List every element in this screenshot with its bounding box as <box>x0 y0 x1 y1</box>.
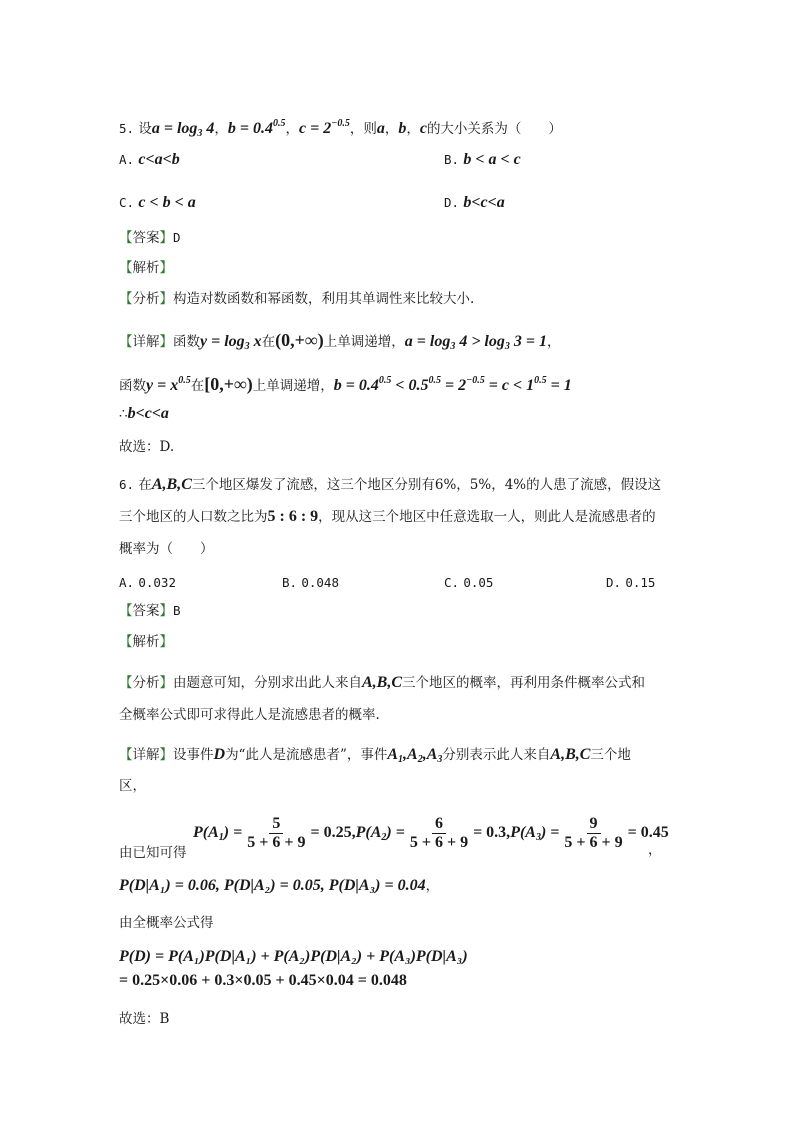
q5-b-def: $b = 0.4^{0.5}$ <box>227 118 286 137</box>
q5-detail-line2: 函数$y = x^{0.5}$在[0,+∞)上单调递增，$b = 0.4^{0.5} < 0.5^{0.5} = 2^{-0.5} = c < 1^{0.5} = 1$ <box>119 374 572 394</box>
q5-detail-line1: 【详解】函数$y = \log_3 x$在(0,+∞)上单调递增，$a = \log_3 4 > \log_3 3 = 1$， <box>119 330 561 352</box>
q5-choose: 故选：D. <box>119 439 175 455</box>
q6-cond-line: P(D|A₁) = 0.06, P(D|A₂) = 0.05, P(D|A₃) = 0.04， <box>119 877 440 894</box>
q6-stem-line2: 三个地区的人口数之比为5 : 6 : 9，现从这三个地区中任意选取一人，则此人是流感患者的 <box>119 508 656 525</box>
q6-choose: 故选：B <box>119 1011 170 1027</box>
q6-prob-end: ， <box>648 842 662 858</box>
q5-option-c[interactable]: C. c < b < a <box>119 194 196 211</box>
q6-known-label: 由已知可得 <box>119 845 187 861</box>
q6-detail-line1: 【详解】设事件D为“此人是流感患者”，事件$A_1,A_2,A_3$分别表示此人来自A,B,C三个地 <box>119 746 631 765</box>
q5-therefore: ∴b<c<a <box>119 405 169 422</box>
q6-total-line2: = 0.25×0.06 + 0.3×0.05 + 0.45×0.04 = 0.048 <box>119 972 407 989</box>
q6-total-line1: P(D) = P(A₁)P(D|A₁) + P(A₂)P(D|A₂) + P(A₃)P(D|A₃) <box>119 948 468 965</box>
q5-option-a[interactable]: A. c<a<b <box>119 151 180 168</box>
q5-option-d[interactable]: D. b<c<a <box>444 194 505 211</box>
q6-option-c[interactable]: C. 0.05 <box>444 575 494 590</box>
q6-fenxi-line1: 【分析】由题意可知，分别求出此人来自A,B,C三个地区的概率，再利用条件概率公式和 <box>119 674 646 691</box>
q5-c-def: $c = 2^{-0.5}$ <box>299 118 350 137</box>
q6-stem-line1: 6. 在A,B,C三个地区爆发了流感，这三个地区分别有6%，5%，4%的人患了流感，假设这 <box>119 476 662 493</box>
q5-number: 5. <box>119 121 135 136</box>
q6-answer: 【答案】B <box>119 603 181 619</box>
q6-option-d[interactable]: D. 0.15 <box>606 575 656 590</box>
q6-option-b[interactable]: B. 0.048 <box>282 575 339 590</box>
q5-analysis-tag: 【解析】 <box>119 260 173 276</box>
q6-analysis-tag: 【解析】 <box>119 634 173 650</box>
q6-total-label: 由全概率公式得 <box>119 915 214 931</box>
q5-answer: 【答案】D <box>119 230 181 246</box>
q6-option-a[interactable]: A. 0.032 <box>119 575 176 590</box>
q5-stem: 5. 设$a = \log_3 4$，$b = 0.4^{0.5}$，$c = 2^{-0.5}$，则a，b，c的大小关系为（ ） <box>119 118 562 139</box>
q5-fenxi: 【分析】构造对数函数和幂函数，利用其单调性来比较大小. <box>119 291 475 307</box>
q6-detail-line2: 区， <box>119 778 146 794</box>
q6-fenxi-line2: 全概率公式即可求得此人是流感患者的概率. <box>119 707 380 723</box>
q5-option-b[interactable]: B. b < a < c <box>444 151 521 168</box>
q5-a-def: $a = \log_3 4$ <box>151 120 215 139</box>
q6-prob-line: $P(A_1)$ = $\frac{5}{5 + 6 + 9}$ = $0.25,P(A_2)$ = $\frac{6}{5 + 6 + 9}$ = $0.3,P(A_3)$ = $\frac{9}{5 + 6 + 9}$ = 0.45 <box>193 815 669 851</box>
q6-stem-line3: 概率为（ ） <box>119 541 214 557</box>
